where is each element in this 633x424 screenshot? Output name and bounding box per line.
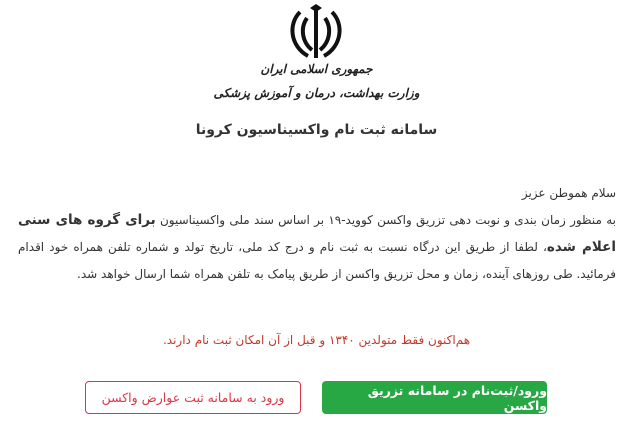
paragraph-part2: ، لطفا از طریق این درگاه نسبت به ثبت نام و درج کد ملی، تاریخ تولد و شماره تلفن همراه خود اقدام فرمائید. طی روزهای آینده، زمان و محل تزریق واکسن از طریق پیامک به تلفن همراه شما ارسال خواهد شد.	[18, 240, 616, 281]
intro-text	[18, 180, 616, 288]
paragraph-part1: به منظور زمان بندی و نوبت دهی تزریق واکسن کووید-۱۹ بر اساس سند ملی واکسیناسیون	[155, 213, 616, 227]
intro-paragraph	[18, 207, 616, 288]
side-effects-button[interactable]: ورود به سامانه ثبت عوارض واکسن	[85, 381, 301, 414]
page-title: سامانه ثبت نام واکسیناسیون کرونا	[195, 122, 438, 138]
paragraph-bold: برای گروه های سنی اعلام شده	[18, 212, 616, 255]
greeting: سلام هموطن عزیز	[521, 186, 616, 200]
logo-text-republic: جمهوری اسلامی ایران	[260, 62, 373, 76]
logo-text-ministry: وزارت بهداشت، درمان و آموزش پزشکی	[213, 86, 420, 100]
eligibility-notice: هم‌اکنون فقط متولدین ۱۳۴۰ و قبل از آن امکان ثبت نام دارند.	[162, 333, 471, 347]
register-vaccine-button[interactable]: ورود/ثبت‌نام در سامانه تزریق واکسن	[322, 381, 547, 414]
iran-emblem-logo	[286, 4, 346, 62]
